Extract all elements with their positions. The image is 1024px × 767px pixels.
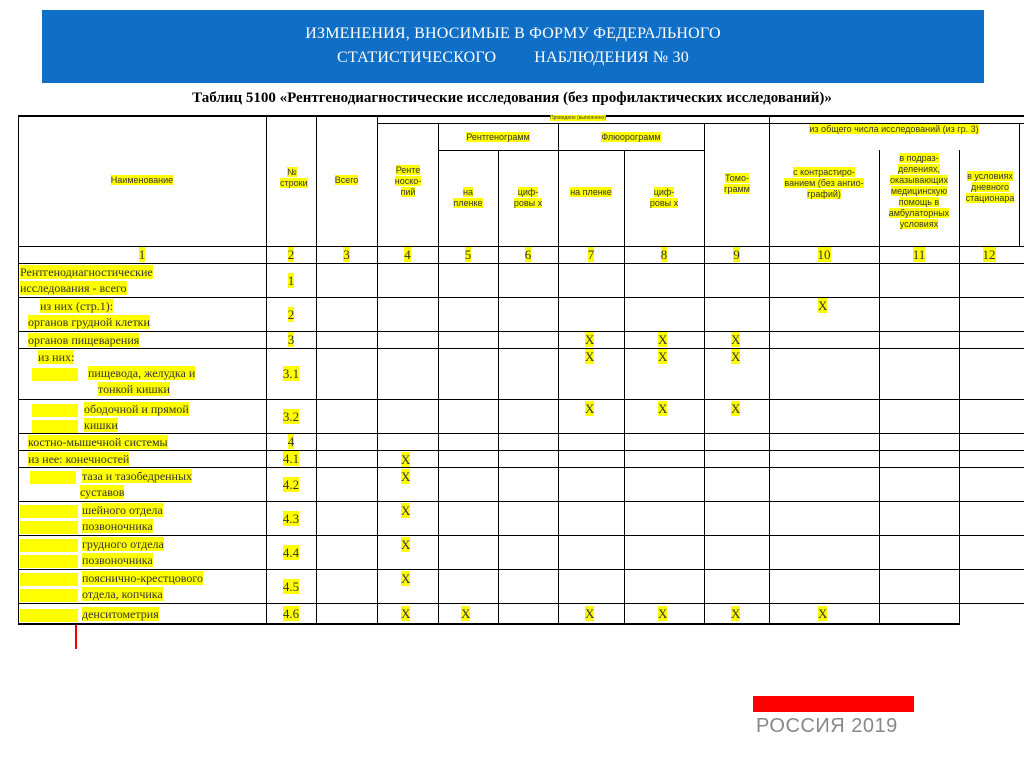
row-number: 4 [287,434,295,449]
row-label: позвоночника [82,553,153,567]
row-label: пищевода, желудка и [88,366,196,380]
x-mark: X [658,606,668,621]
x-mark: X [401,571,411,586]
x-mark: X [401,452,411,467]
banner-line-1: ИЗМЕНЕНИЯ, ВНОСИМЫЕ В ФОРМУ ФЕДЕРАЛЬНОГО [305,25,721,42]
header-fluorogram: Флюорограмм [601,132,661,142]
header-tomogram: Томо-грамм [724,173,750,194]
header-day-hospital: в условиях дневного стационара [965,171,1015,203]
column-number: 8 [660,247,668,262]
x-mark: X [731,606,741,621]
x-mark: X [461,606,471,621]
table-row [20,468,192,500]
header-of-total: из общего числа исследований (из гр. 3) [809,124,979,134]
row-label: суставов [80,485,125,499]
column-number: 6 [524,247,532,262]
header-digital-6: циф-ровы х [513,187,543,208]
header-outpatient: в подраз-делениях, оказывающих медицинскую помощь в амбулаторных условиях [888,153,950,229]
row-number: 1 [287,273,295,288]
header-contrast: с контрастиро-ванием (без ангио-графий) [784,167,864,199]
row-label: костно-мышечной системы [28,435,168,449]
row-label: тонкой кишки [98,382,170,396]
row-label: шейного отдела [82,503,163,517]
header-on-film-7: на пленке [570,187,612,197]
x-mark: X [585,606,595,621]
statistics-table [18,115,1024,625]
x-mark: X [585,332,595,347]
row-number: 4.4 [282,545,300,560]
banner-line-2a: СТАТИСТИЧЕСКОГО [337,49,497,66]
x-mark: X [731,349,741,364]
x-mark: X [818,298,828,313]
x-mark: X [401,537,411,552]
row-number: 3 [287,332,295,347]
footer-accent-bar [753,696,914,712]
row-label: денситометрия [82,607,159,621]
table-row [20,536,164,568]
row-label: из них: [38,350,75,364]
row-number: 3.2 [282,409,300,424]
banner-line-2 [42,46,984,70]
x-mark: X [585,349,595,364]
header-on-film-5: на пленке [453,187,483,208]
row-label: органов пищеварения [28,333,140,347]
row-label: из нее: конечностей [28,452,130,466]
banner-line-2b: НАБЛЮДЕНИЯ № 30 [534,49,689,66]
header-performed: Проведено (выполнено) [549,115,606,121]
row-label: кишки [84,418,118,432]
table-caption: Таблиц 5100 «Рентгенодиагностические исследования (без профилактических исследований)» [192,90,832,106]
row-number: 4.2 [282,477,300,492]
x-mark: X [401,606,411,621]
row-label: органов грудной клетки [28,315,150,329]
column-number: 3 [343,247,350,262]
column-number: 4 [404,247,411,262]
table-row [20,502,163,534]
table-row [20,264,153,296]
table-row [28,451,129,467]
x-mark: X [658,332,668,347]
row-number: 4.3 [282,511,300,526]
row-label: таза и тазобедренных [82,469,193,483]
footer-label: РОССИЯ 2019 [756,715,898,737]
row-number: 2 [287,307,295,322]
row-label: отдела, копчика [82,587,163,601]
row-label: позвоночника [82,519,153,533]
table-row [20,349,195,397]
row-label: грудного отдела [82,537,164,551]
table-row [28,434,168,450]
x-mark: X [658,349,668,364]
header-name: Наименование [110,175,174,185]
x-mark: X [818,606,828,621]
x-mark: X [401,503,411,518]
row-label: Рентгенодиагностические [20,265,153,279]
title-banner [42,10,984,83]
row-label: пояснично-крестцового [82,571,203,585]
x-mark: X [731,332,741,347]
column-number: 5 [464,247,472,262]
header-fluoroscopy: Ренте носко-пий [394,165,422,197]
column-number: 10 [817,247,831,262]
row-label: ободочной и прямой [84,402,189,416]
header-digital-8: циф-ровы х [649,187,679,208]
column-number: 1 [138,247,146,262]
column-number: 2 [287,247,295,262]
table-row [20,298,150,330]
row-number: 4.6 [282,606,300,621]
table-row [20,606,159,622]
row-number: 3.1 [282,366,300,381]
header-total: Всего [334,175,359,185]
column-number: 12 [982,247,996,262]
table-row [28,332,139,348]
row-number: 4.5 [282,579,300,594]
column-number: 11 [912,247,926,262]
row-label: из них (стр.1): [40,299,114,313]
red-marker [75,625,77,649]
header-rentgenogram: Рентгенограмм [466,132,530,142]
x-mark: X [585,401,595,416]
table-row [20,570,203,602]
row-label: исследования - всего [20,281,127,295]
x-mark: X [731,401,741,416]
header-row-number: № строки [280,167,308,188]
column-number: 7 [587,247,595,262]
x-mark: X [658,401,668,416]
x-mark: X [401,469,411,484]
column-number: 9 [733,247,740,262]
row-number: 4.1 [282,451,300,466]
table-row [20,401,189,433]
